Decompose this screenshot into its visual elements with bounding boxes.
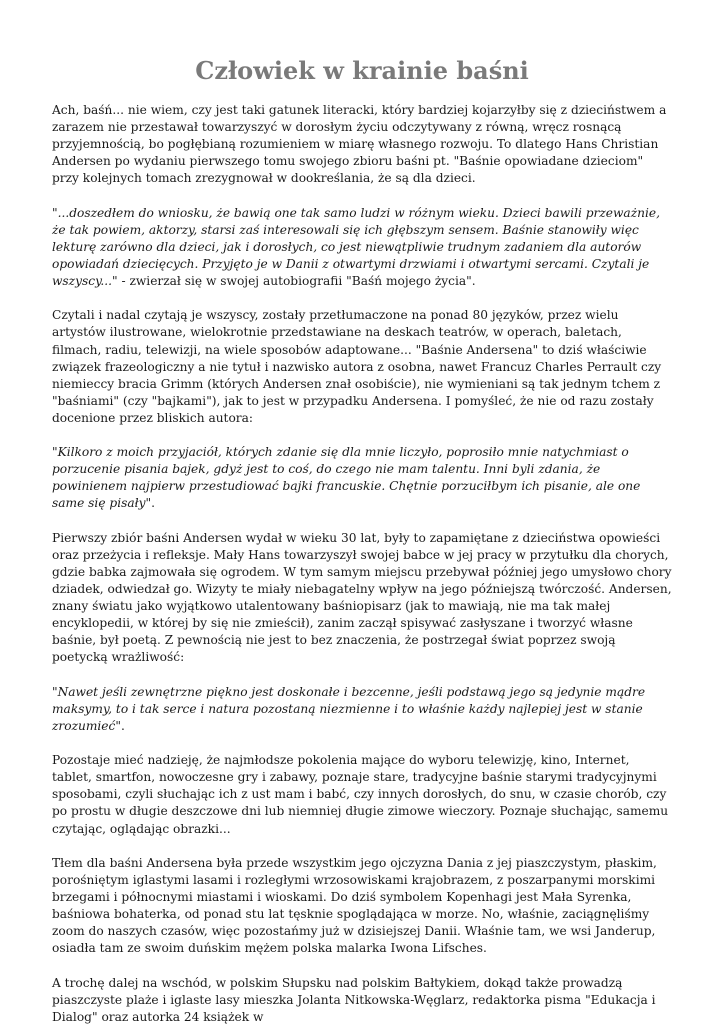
paragraph-intro: Ach, baśń... nie wiem, czy jest taki gatunek literacki, który bardziej kojarzyłby się z dzieciństwem a zarazem nie przestawał towarzyszyć w dorosłym życiu odczytywany z równą, wręcz rosnącą przyjemnością, bo pogłębianą rozumieniem w miarę własnego rozwoju. To dlatego Hans Christian Andersen po wydaniu pierwszego tomu swojego zbioru baśni pt. "Baśnie opowiadane dzieciom" przy kolejnych tomach zrezygnował w dookreślania, że są dla dzieci. <box>52 103 667 186</box>
quote-paragraph-beauty <box>52 684 672 735</box>
article-body <box>52 102 672 1026</box>
quote-open-mark: " <box>52 205 58 220</box>
quote-open-mark: " <box>52 445 58 460</box>
quote-close-mark: ". <box>115 718 125 733</box>
paragraph-young-generations: Pozostaje mieć nadzieję, że najmłodsze pokolenia mające do wyboru telewizję, kino, Internet, tablet, smartfon, nowoczesne gry i zabawy, poznaje stare, tradycyjne baśnie starymi tradycyjnymi sposobami, czyli słuchając ich z ust mam i babć, czy innych dorosłych, do snu, w czasie chorób, czy po prostu w długie deszczowe dni lub niemniej długie zimowe wieczory. Poznaje słuchając, samemu czytając, oglądając obrazki... <box>52 753 669 836</box>
quote-text: Nawet jeśli zewnętrzne piękno jest doskonałe i bezcenne, jeśli podstawą jego są jedynie mądre maksymy, to i tak serce i natura pozostaną niezmienne i to właśnie każdy najlepiej jest w stanie zrozumieć <box>52 684 646 733</box>
quote-text: Kilkoro z moich przyjaciół, których zdanie się dla mnie liczyło, poprosiło mnie natychmiast o porzucenie pisania bajek, gdyż jest to coś, do czego nie mam talentu. Inni byli zdania, że powinienem najpierw przestudiować bajki francuskie. Chętnie porzuciłbym ich pisanie, ale one same się pisały <box>52 445 641 511</box>
paragraph-translations: Czytali i nadal czytają je wszyscy, zostały przetłumaczone na ponad 80 języków, przez wielu artystów ilustrowane, wielokrotnie przedstawiane na deskach teatrów, w operach, baletach, filmach, radiu, telewizji, na wiele sposobów adaptowane... "Baśnie Andersena" to dziś właściwie związek frazeologiczny a nie tytuł i nazwisko autora z osobna, nawet Francuz Charles Perrault czy niemieccy bracia Grimm (których Andersen znał osobiście), nie wymieniani są tak jednym tchem z "baśniami" (czy "bajkami"), jak to jest w przypadku Andersena. I pomyśleć, że nie od razu zostały docenione przez bliskich autora: <box>52 308 662 425</box>
quote-close-mark: ". <box>145 496 155 511</box>
paragraph-first-collection: Pierwszy zbiór baśni Andersen wydał w wieku 30 lat, były to zapamiętane z dzieciństwa opowieści oraz przeżycia i refleksje. Mały Hans towarzyszył swojej babce w jej pracy w przytułku dla chorych, gdzie babka zajmowała się ogrodem. W tym samym miejscu przebywał później jego umysłowo chory dziadek, odwiedzał go. Wizyty te miały niebagatelny wpływ na jego późniejszą twórczość. Andersen, znany światu jako wyjątkowo utalentowany baśniopisarz (jak to mawiają, nie ma tak małej encyklopedii, w której by się nie zmieścił), zanim zaczął spisywać zasłyszane i tworzyć własne baśnie, był poetą. Z pewnością nie jest to bez znaczenia, że postrzegał świat poprzez swoją poetycką wrażliwość: <box>52 530 672 665</box>
quote-paragraph-friends <box>52 444 672 512</box>
paragraph-slupsk: A trochę dalej na wschód, w polskim Słupsku nad polskim Bałtykiem, dokąd także prowadzą piaszczyste plaże i iglaste lasy mieszka Jolanta Nitkowska-Węglarz, redaktorka pisma "Edukacja i Dialog" oraz autorka 24 książek w <box>52 975 656 1024</box>
quote-paragraph-autobiography <box>52 205 672 290</box>
quote-open-mark: " <box>52 684 58 699</box>
article-title: Człowiek w krainie baśni <box>195 56 529 85</box>
quote-attribution: " - zwierzał się w swojej autobiografii "Baśń mojego życia". <box>111 274 476 289</box>
paragraph-denmark: Tłem dla baśni Andersena była przede wszystkim jego ojczyzna Dania z jej piaszczystym, płaskim, porośniętym iglastymi lasami i rozległymi wrzosowiskami krajobrazem, z poszarpanymi morskimi brzegami i północnymi miastami i wioskami. Do dziś symbolem Kopenhagi jest Mała Syrenka, baśniowa bohaterka, od ponad stu lat tęsknie spoglądająca w morze. No, właśnie, zaciągnęliśmy zoom do naszych czasów, więc pozostańmy już w dzisiejszej Danii. Właśnie tam, we wsi Janderup, osiadła tam ze swoim duńskim mężem polska malarka Iwona Lifsches. <box>52 855 657 956</box>
quote-text: ...doszedłem do wniosku, że bawią one tak samo ludzi w różnym wieku. Dzieci bawili przeważnie, że tak powiem, aktorzy, starsi zaś interesowali się ich głębszym sensem. Baśnie stanowiły więc lekturę zarówno dla dzieci, jak i dorosłych, co jest niewątpliwie trudnym zadaniem dla autorów opowiadań dziecięcych. Przyjęto je w Danii z otwartymi drzwiami i otwartymi sercami. Czytali je wszyscy... <box>52 205 660 289</box>
